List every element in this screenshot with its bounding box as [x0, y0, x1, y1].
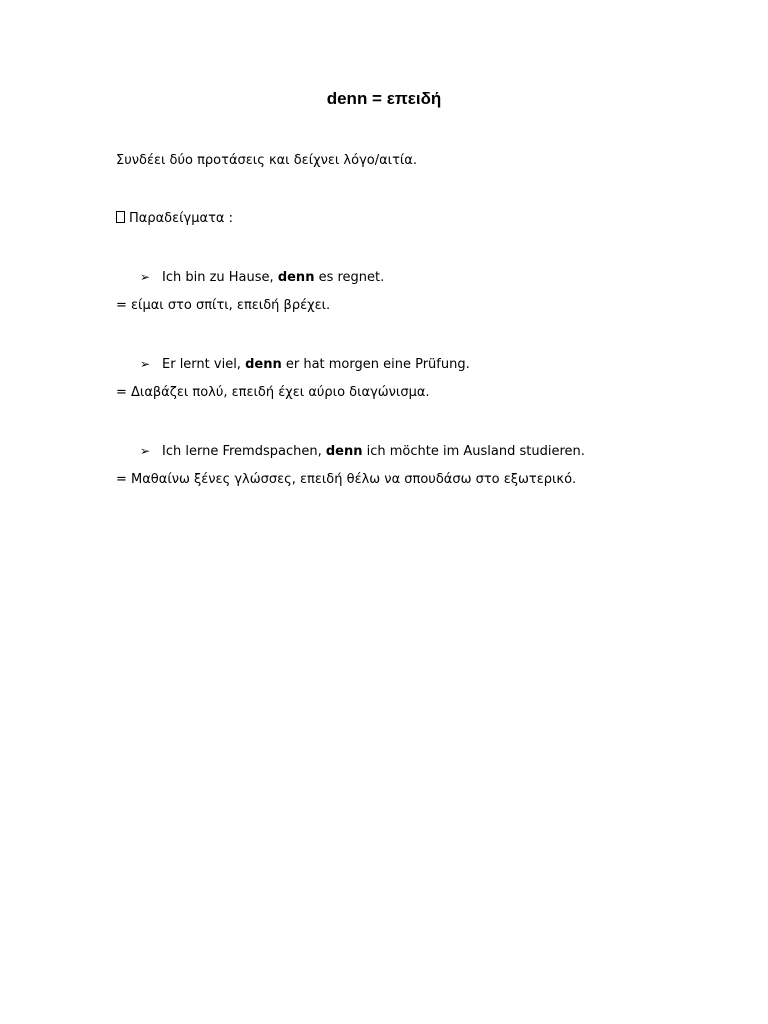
example-sentence-end: ich möchte im Ausland studieren. — [362, 444, 585, 459]
arrow-bullet-icon: ➢ — [140, 270, 151, 284]
examples-label: Παραδείγματα : — [129, 211, 233, 226]
examples-heading — [116, 210, 233, 228]
example-sentence-start: Ich lerne Fremdspachen, — [162, 444, 326, 459]
example-item — [140, 268, 384, 287]
example-sentence-end: er hat morgen eine Prüfung. — [281, 357, 470, 372]
example-translation: = είμαι στο σπίτι, επειδή βρέχει. — [116, 298, 331, 313]
example-keyword: denn — [325, 444, 363, 459]
example-sentence-start: Ich bin zu Hause, — [162, 270, 278, 285]
missing-glyph-box-icon — [116, 211, 125, 223]
document-title: denn = επειδή — [326, 89, 442, 108]
example-translation: = Διαβάζει πολύ, επειδή έχει αύριο διαγώνισμα. — [116, 385, 430, 400]
arrow-bullet-icon: ➢ — [140, 444, 151, 458]
example-keyword: denn — [245, 357, 282, 372]
example-sentence-end: es regnet. — [314, 270, 385, 285]
intro-text: Συνδέει δύο προτάσεις και δείχνει λόγο/αιτία. — [116, 153, 417, 168]
arrow-bullet-icon: ➢ — [140, 357, 151, 371]
example-item — [140, 355, 470, 374]
example-item — [140, 442, 585, 461]
example-keyword: denn — [277, 270, 315, 285]
example-translation: = Μαθαίνω ξένες γλώσσες, επειδή θέλω να σπουδάσω στο εξωτερικό. — [116, 472, 577, 487]
example-sentence-start: Er lernt viel, — [162, 357, 246, 372]
